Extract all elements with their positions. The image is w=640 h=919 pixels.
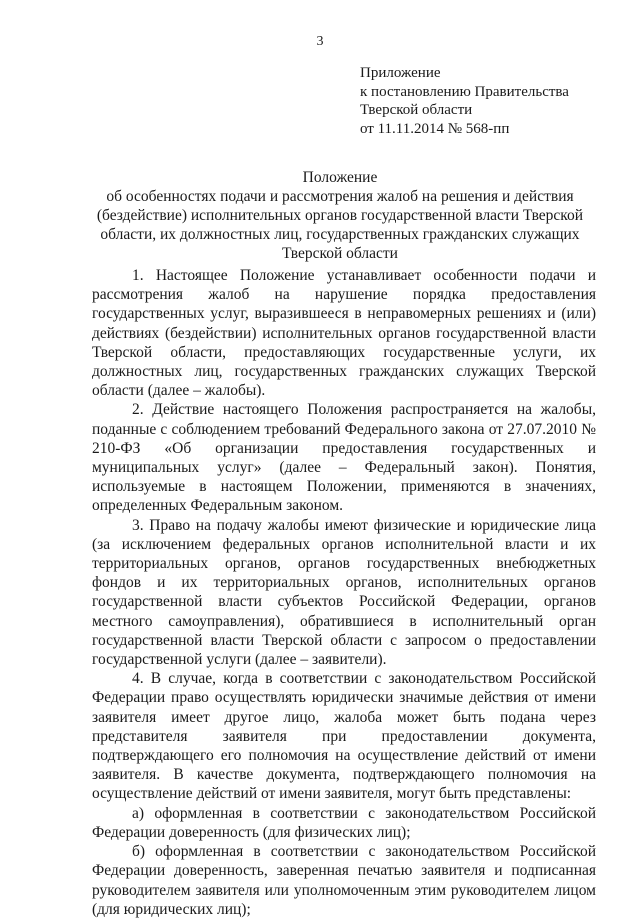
- document-title: [80, 168, 600, 263]
- title-line: об особенностях подачи и рассмотрения жалоб на решения и действия: [106, 188, 574, 205]
- page-number: 3: [316, 34, 324, 49]
- paragraph-4a: а) оформленная в соответствии с законодательством Российской Федерации доверенность (для физических лиц);: [92, 804, 596, 841]
- appendix-line: Тверской области: [360, 102, 473, 118]
- title-line: Тверской области: [282, 245, 398, 262]
- document-body: [92, 266, 596, 919]
- title-line: области, их должностных лиц, государственных гражданских служащих: [100, 226, 580, 243]
- appendix-line: к постановлению Правительства: [360, 83, 569, 100]
- appendix-line: от 11.11.2014 № 568-пп: [360, 120, 510, 137]
- paragraph-4: 4. В случае, когда в соответствии с законодательством Российской Федерации право осуществлять юридически значимые действия от имени заявителя имеет другое лицо, жалоба может быть подана через представителя заявителя при предоставлении документа, подтверждающего его полномочия на осуществление действий от имени заявителя. В качестве документа, подтверждающего полномочия на осуществление действий от имени заявителя, могут быть представлены:: [92, 670, 596, 803]
- paragraph-4b: б) оформленная в соответствии с законодательством Российской Федерации доверенность, заверенная печатью заявителя и подписанная руководителем заявителя или уполномоченным этим руководителем лицом (для юридических лиц);: [92, 843, 596, 918]
- appendix-header: [360, 64, 569, 138]
- title-line: Положение: [302, 169, 378, 186]
- paragraph-3: 3. Право на подачу жалобы имеют физические и юридические лица (за исключением федеральных органов исполнительной власти и их территориальных органов, органов государственных внебюджетных фондов и их территориальных органов, исполнительных органов государственной власти субъектов Российской Федерации, органов местного самоуправления), обратившиеся в исполнительный орган государственной власти Тверской области с запросом о предоставлении государственной услуги (далее – заявители).: [92, 516, 596, 669]
- appendix-line: Приложение: [360, 65, 441, 81]
- title-line: (бездействие) исполнительных органов государственной власти Тверской: [96, 207, 584, 224]
- paragraph-2: 2. Действие настоящего Положения распространяется на жалобы, поданные с соблюдением требований Федерального закона от 27.07.2010 № 210-ФЗ «Об организации предоставления государственных и муниципальных услуг» (далее – Федеральный закон). Понятия, используемые в настоящем Положении, применяются в значениях, определенных Федеральным законом.: [92, 401, 596, 515]
- paragraph-1: 1. Настоящее Положение устанавливает особенности подачи и рассмотрения жалоб на нарушение порядка предоставления государственных услуг, выразившееся в неправомерных решениях и (или) действиях (бездействии) исполнительных органов государственной власти Тверской области, предоставляющих государственные услуги, их должностных лиц, государственных гражданских служащих Тверской области (далее – жалобы).: [92, 267, 596, 400]
